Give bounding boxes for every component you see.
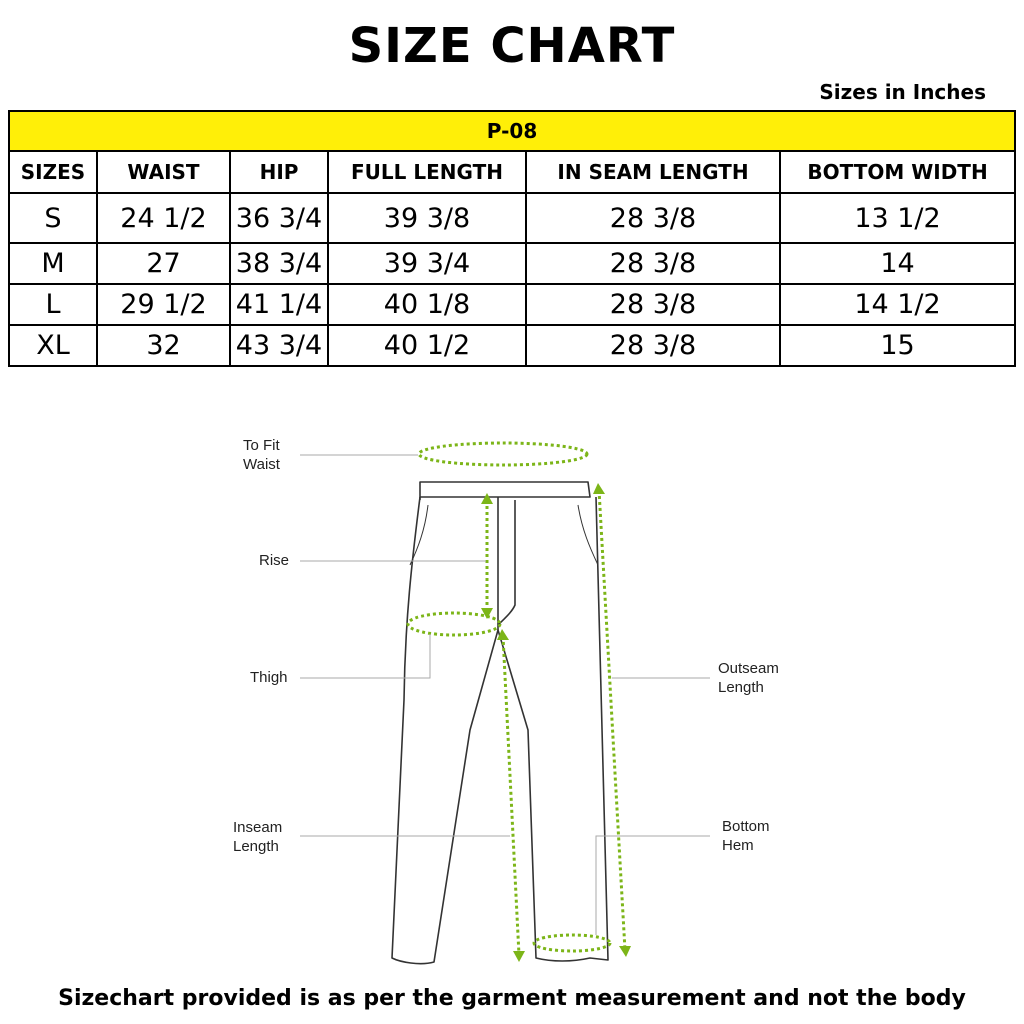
thigh-label: Thigh bbox=[250, 669, 288, 686]
inseam-label: Inseam Length bbox=[233, 819, 283, 855]
table-cell: 32 bbox=[97, 325, 230, 366]
table-cell: 40 1/2 bbox=[328, 325, 526, 366]
column-header: FULL LENGTH bbox=[328, 151, 526, 193]
table-cell: 41 1/4 bbox=[230, 284, 328, 325]
table-cell: S bbox=[9, 193, 97, 243]
waist-label: To Fit Waist bbox=[243, 437, 280, 473]
column-header: BOTTOM WIDTH bbox=[780, 151, 1015, 193]
table-cell: M bbox=[9, 243, 97, 284]
rise-label: Rise bbox=[259, 552, 290, 569]
table-cell: 38 3/4 bbox=[230, 243, 328, 284]
trousers-outline bbox=[392, 482, 608, 964]
leader-lines bbox=[300, 455, 710, 935]
measure-lines bbox=[408, 443, 625, 955]
table-cell: 36 3/4 bbox=[230, 193, 328, 243]
table-cell: 28 3/8 bbox=[526, 193, 780, 243]
column-header: WAIST bbox=[97, 151, 230, 193]
column-header: SIZES bbox=[9, 151, 97, 193]
outseam-label: Outseam Length bbox=[718, 660, 779, 696]
column-header: HIP bbox=[230, 151, 328, 193]
page-title: SIZE CHART bbox=[348, 18, 676, 74]
table-cell: 24 1/2 bbox=[97, 193, 230, 243]
footer-note: Sizechart provided is as per the garment measurement and not the body bbox=[58, 986, 966, 1011]
column-header: IN SEAM LENGTH bbox=[526, 151, 780, 193]
table-cell: 29 1/2 bbox=[97, 284, 230, 325]
bottom-hem-label: Bottom Hem bbox=[722, 818, 770, 854]
table-cell: 27 bbox=[97, 243, 230, 284]
table-cell: 28 3/8 bbox=[526, 325, 780, 366]
table-cell: 13 1/2 bbox=[780, 193, 1015, 243]
units-note: Sizes in Inches bbox=[819, 80, 986, 104]
table-cell: 40 1/8 bbox=[328, 284, 526, 325]
table-cell: XL bbox=[9, 325, 97, 366]
table-cell: L bbox=[9, 284, 97, 325]
table-cell: 39 3/4 bbox=[328, 243, 526, 284]
table-cell: 14 bbox=[780, 243, 1015, 284]
table-cell: 15 bbox=[780, 325, 1015, 366]
table-cell: 39 3/8 bbox=[328, 193, 526, 243]
table-cell: 14 1/2 bbox=[780, 284, 1015, 325]
table-cell: 43 3/4 bbox=[230, 325, 328, 366]
measure-arrowheads bbox=[481, 483, 631, 962]
table-cell: 28 3/8 bbox=[526, 243, 780, 284]
style-code: P-08 bbox=[9, 111, 1015, 151]
table-cell: 28 3/8 bbox=[526, 284, 780, 325]
